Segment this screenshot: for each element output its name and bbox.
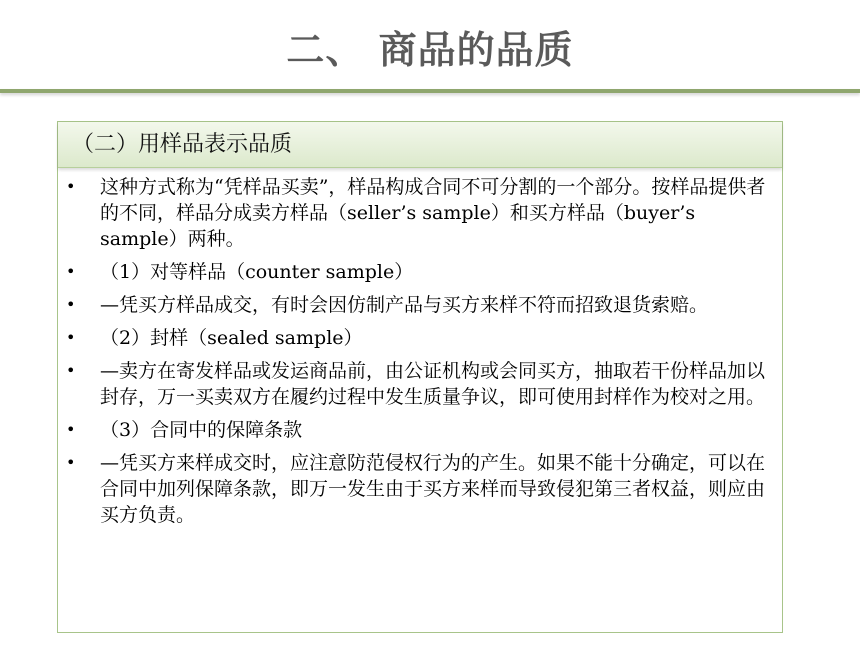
list-item xyxy=(58,259,782,285)
bullet-icon: • xyxy=(66,177,76,196)
bullet-icon: • xyxy=(66,453,76,472)
bullet-icon: • xyxy=(66,262,76,281)
list-item-text: 这种方式称为“凭样品买卖”，样品构成合同不可分割的一个部分。按样品提供者的不同，样品分成卖方样品（seller’s sample）和买方样品（buyer’s sample）两种。 xyxy=(100,176,766,250)
list-item xyxy=(58,292,782,318)
list-item-text: —凭买方来样成交时，应注意防范侵权行为的产生。如果不能十分确定，可以在合同中加列保障条款，即万一发生由于买方来样而导致侵犯第三者权益，则应由买方负责。 xyxy=(100,452,766,526)
list-item-text: （2）封样（sealed sample） xyxy=(100,327,363,349)
bullet-icon: • xyxy=(66,295,76,314)
bullet-icon: • xyxy=(66,361,76,380)
list-item-text: —卖方在寄发样品或发运商品前，由公证机构或会同买方，抽取若干份样品加以封存，万一买卖双方在履约过程中发生质量争议，即可使用封样作为校对之用。 xyxy=(100,360,766,408)
list-item xyxy=(58,174,782,252)
subtitle-bar xyxy=(58,122,782,168)
list-item-text: （1）对等样品（counter sample） xyxy=(100,261,414,283)
list-item xyxy=(58,450,782,528)
title-underline xyxy=(0,89,860,93)
bullet-list xyxy=(58,174,782,535)
bullet-icon: • xyxy=(66,328,76,347)
list-item-text: —凭买方样品成交，有时会因仿制产品与买方来样不符而招致退货索赔。 xyxy=(100,294,709,316)
list-item xyxy=(58,325,782,351)
subtitle: （二）用样品表示品质 xyxy=(72,132,293,157)
content-box xyxy=(57,121,783,633)
bullet-icon: • xyxy=(66,420,76,439)
slide-title: 二、 商品的品质 xyxy=(286,28,574,72)
list-item-text: （3）合同中的保障条款 xyxy=(100,419,303,441)
list-item xyxy=(58,417,782,443)
list-item xyxy=(58,358,782,410)
